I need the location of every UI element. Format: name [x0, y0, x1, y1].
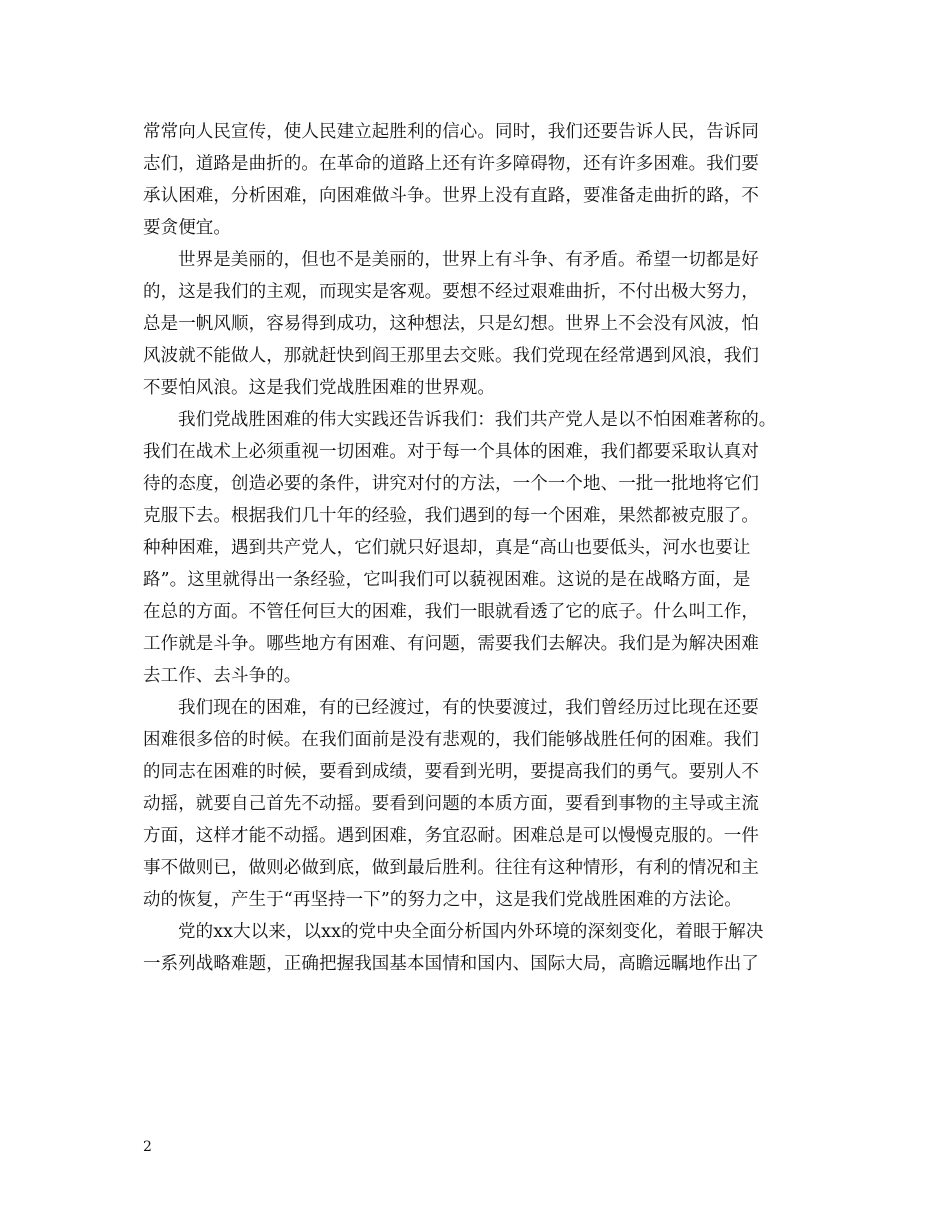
text-line: 我们在战术上必须重视一切困难。对于每一个具体的困难，我们都要采取认真对: [143, 442, 759, 462]
text-line: 待的态度，创造必要的条件，讲究对付的方法，一个一个地、一批一批地将它们: [143, 474, 759, 494]
text-line: 路”。这里就得出一条经验，它叫我们可以藐视困难。这说的是在战略方面，是: [143, 570, 751, 590]
text-line: 动的恢复，产生于“再坚持一下”的努力之中，这是我们党战胜困难的方法论。: [143, 890, 742, 910]
text-line: 种种困难，遇到共产党人，它们就只好退却，真是“高山也要低头，河水也要让: [143, 538, 751, 558]
text-line: 常常向人民宣传，使人民建立起胜利的信心。同时，我们还要告诉人民，告诉同: [143, 122, 759, 142]
text-line: 一系列战略难题，正确把握我国基本国情和国内、国际大局，高瞻远瞩地作出了: [143, 954, 759, 974]
text-line: 志们，道路是曲折的。在革命的道路上还有许多障碍物，还有许多困难。我们要: [143, 154, 759, 174]
text-line: 的，这是我们的主观，而现实是客观。要想不经过艰难曲折，不付出极大努力，: [143, 282, 759, 302]
text-line: 我们党战胜困难的伟大实践还告诉我们：我们共产党人是以不怕困难著称的。: [178, 410, 777, 430]
text-line: 工作就是斗争。哪些地方有困难、有问题，需要我们去解决。我们是为解决困难: [143, 634, 759, 654]
text-line: 世界是美丽的，但也不是美丽的，世界上有斗争、有矛盾。希望一切都是好: [178, 250, 759, 270]
text-line: 动摇，就要自己首先不动摇。要看到问题的本质方面，要看到事物的主导或主流: [143, 794, 759, 814]
text-line: 克服下去。根据我们几十年的经验，我们遇到的每一个困难，果然都被克服了。: [143, 506, 759, 526]
paragraph: [143, 244, 823, 404]
text-line: 的同志在困难的时候，要看到成绩，要看到光明，要提高我们的勇气。要别人不: [143, 762, 759, 782]
paragraph: [143, 692, 823, 916]
text-line: 事不做则已，做则必做到底，做到最后胜利。往往有这种情形，有利的情况和主: [143, 858, 759, 878]
text-line: 风波就不能做人，那就赶快到阎王那里去交账。我们党现在经常遇到风浪，我们: [143, 346, 759, 366]
text-line: 困难很多倍的时候。在我们面前是没有悲观的，我们能够战胜任何的困难。我们: [143, 730, 759, 750]
text-line: 党的xx大以来，以xx的党中央全面分析国内外环境的深刻变化，着眼于解决: [178, 922, 764, 942]
text-line: 在总的方面。不管任何巨大的困难，我们一眼就看透了它的底子。什么叫工作，: [143, 602, 759, 622]
paragraph: [143, 404, 823, 692]
text-line: 不要怕风浪。这是我们党战胜困难的世界观。: [143, 378, 495, 398]
text-line: 总是一帆风顺，容易得到成功，这种想法，只是幻想。世界上不会没有风波，怕: [143, 314, 759, 334]
text-line: 承认困难，分析困难，向困难做斗争。世界上没有直路，要准备走曲折的路，不: [143, 186, 759, 206]
text-line: 要贪便宜。: [143, 218, 231, 238]
paragraph: [143, 116, 823, 244]
paragraph: [143, 916, 823, 980]
text-line: 方面，这样才能不动摇。遇到困难，务宜忍耐。困难总是可以慢慢克服的。一件: [143, 826, 759, 846]
document-body: [143, 116, 823, 980]
text-line: 去工作、去斗争的。: [143, 666, 302, 686]
page-number: 2: [143, 1139, 152, 1155]
text-line: 我们现在的困难，有的已经渡过，有的快要渡过，我们曾经历过比现在还要: [178, 698, 759, 718]
